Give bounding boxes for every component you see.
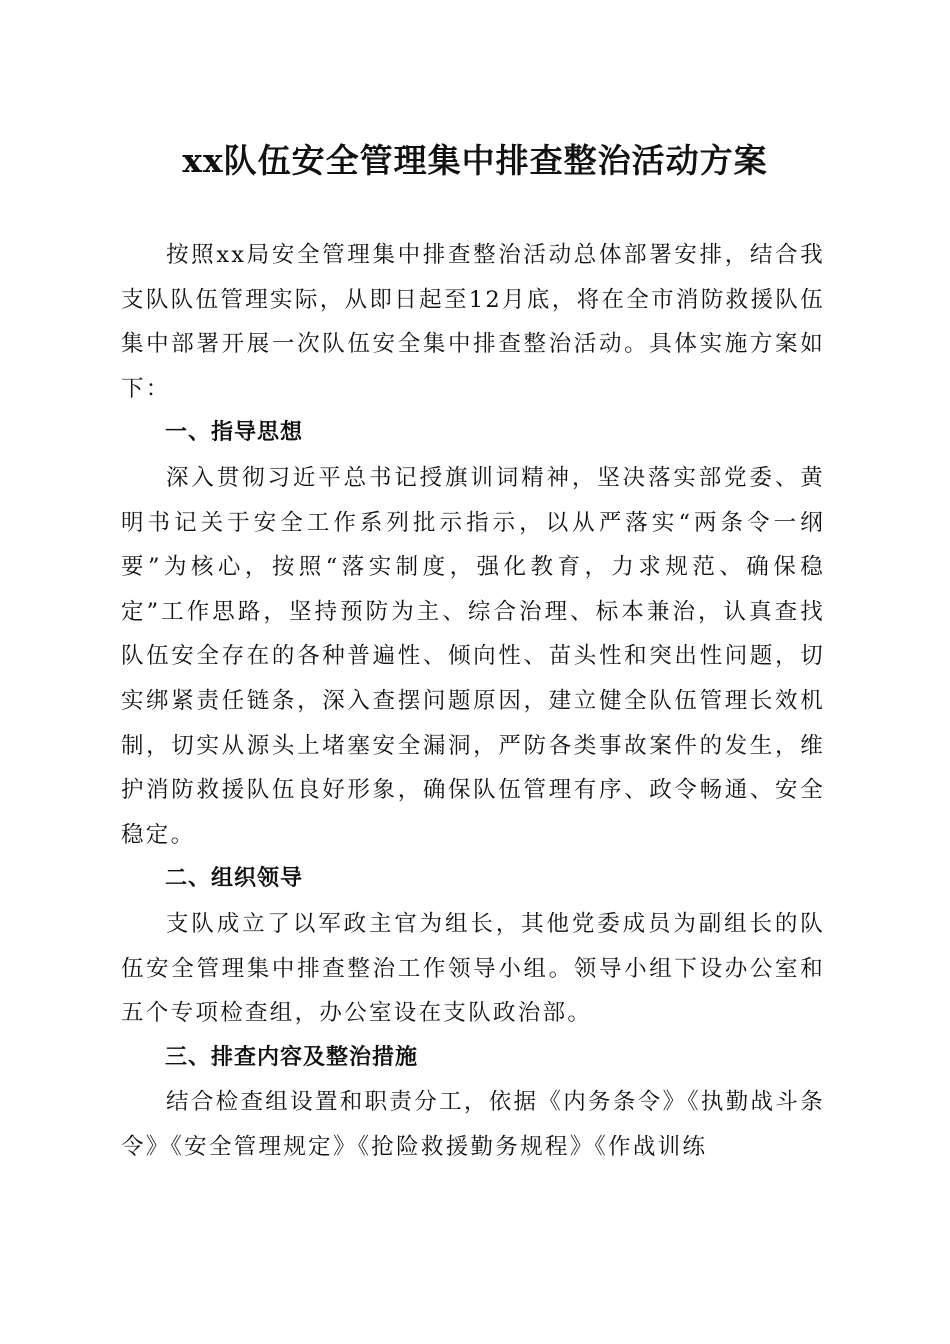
section-paragraph-organization: 支队成立了以军政主官为组长，其他党委成员为副组长的队伍安全管理集中排查整治工作领导小组。领导小组下设办公室和五个专项检查组，办公室设在支队政治部。 [121,910,825,1027]
document-body [121,233,825,1169]
section-heading-guiding-ideology: 一、指导思想 [165,420,304,446]
section-paragraph-inspection-content: 结合检查组设置和职责分工，依据《内务条令》《执勤战斗条令》《安全管理规定》《抢险救援勤务规程》《作战训练 [121,1089,825,1160]
intro-paragraph: 按照xx局安全管理集中排查整治活动总体部署安排，结合我支队队伍管理实际，从即日起至12月底，将在全市消防救援队伍集中部署开展一次队伍安全集中排查整治活动。具体实施方案如下： [121,242,825,402]
section-paragraph-guiding-ideology: 深入贯彻习近平总书记授旗训词精神，坚决落实部党委、黄明书记关于安全工作系列批示指示，以从严落实“两条令一纲要”为核心，按照“落实制度，强化教育，力求规范、确保稳定”工作思路，坚持预防为主、综合治理、标本兼治，认真查找队伍安全存在的各种普遍性、倾向性、苗头性和突出性问题，切实绑紧责任链条，深入查摆问题原因，建立健全队伍管理长效机制，切实从源头上堵塞安全漏洞，严防各类事故案件的发生，维护消防救援队伍良好形象，确保队伍管理有序、政令畅通、安全稳定。 [121,464,825,848]
section-heading-inspection-content: 三、排查内容及整治措施 [165,1044,419,1070]
section-heading-organization: 二、组织领导 [165,866,304,892]
document-title: xx队伍安全管理集中排查整治活动方案 [182,141,768,180]
